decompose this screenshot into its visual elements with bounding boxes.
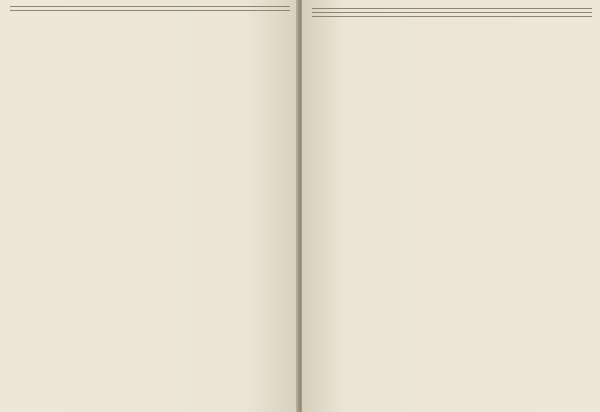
section-rule <box>312 8 592 9</box>
right-page <box>302 0 600 412</box>
section-rule <box>312 12 592 13</box>
section-rule <box>312 16 592 17</box>
section-rule <box>10 10 290 11</box>
left-page <box>0 0 298 412</box>
section-rule <box>10 6 290 7</box>
